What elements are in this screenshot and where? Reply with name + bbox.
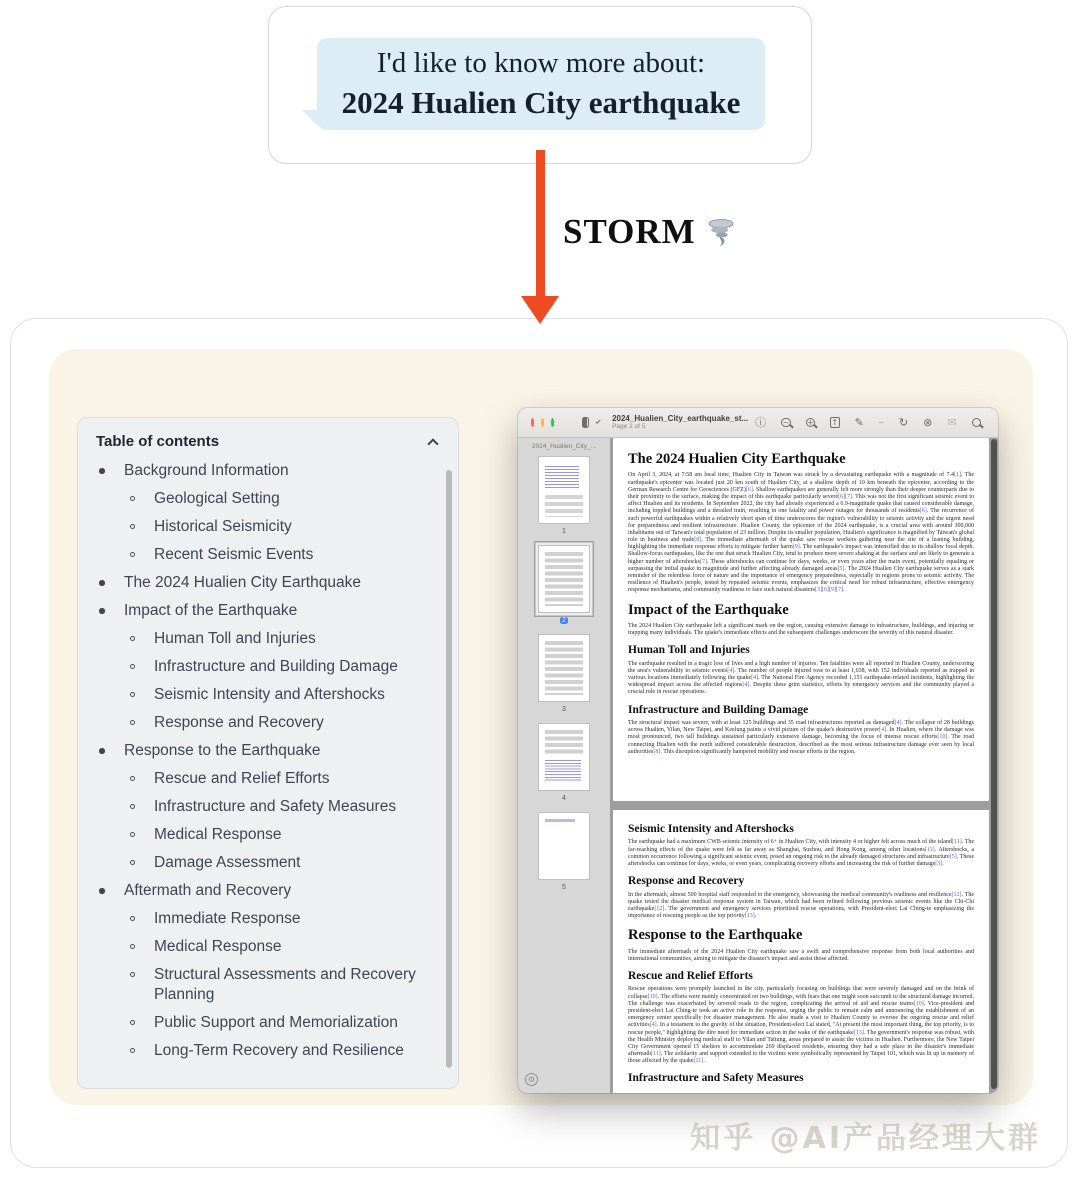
bullet-icon <box>99 468 105 474</box>
thumbnail-page-preview <box>539 813 589 879</box>
pdf-titlebar <box>518 408 998 438</box>
rotate-icon[interactable]: ↻ <box>898 416 909 429</box>
toc-item-label: Geological Setting <box>154 490 280 507</box>
sidebar-toggle-icon[interactable] <box>582 417 588 428</box>
doc-block: The earthquake resulted in a tragic loss of lives and a high number of injuries. Ten fatalities were all reported in Hualien County, underscoring the area's vulnerability to seismic events[4]. The number of people injured rose to at least 1,038, with 152 individuals reported as trapped in various locations immediately following the quake[4]. The National Fire Agency recorded 1,151 earthquake-related incidents, highlighting the widespread impact across the affected regions[4]. Despite these grim statistics, efforts by emergency services and the community played a crucial role in rescue operations. <box>628 660 975 696</box>
toc-item-label: Recent Seismic Events <box>154 546 314 563</box>
table-of-contents-panel <box>77 417 459 1089</box>
thumbnail-page-preview <box>539 457 589 523</box>
toc-item-label: Historical Seismicity <box>154 518 292 535</box>
bullet-icon <box>99 748 105 754</box>
toc-item-label: Impact of the Earthquake <box>124 602 298 619</box>
thumbnail-page-number: 1 <box>562 528 566 535</box>
pdf-page-2 <box>613 438 989 801</box>
bullet-icon <box>130 860 135 865</box>
pdf-toolbar-icons <box>755 417 985 429</box>
toc-item-label: Seismic Intensity and Aftershocks <box>154 686 385 703</box>
thumbnail-page-number: 5 <box>562 884 566 891</box>
doc-block: Response and Recovery <box>628 875 745 888</box>
toc-item-label: Aftermath and Recovery <box>124 882 292 899</box>
toc-header <box>78 418 458 455</box>
thumbnail-sidebar <box>518 438 610 1093</box>
bullet-icon <box>130 944 135 949</box>
toc-item[interactable] <box>78 573 440 593</box>
toc-item-label: Response to the Earthquake <box>124 742 321 759</box>
toc-item-label: Damage Assessment <box>154 854 301 871</box>
thumbnail-page-preview <box>539 724 589 790</box>
pdf-body <box>518 438 998 1093</box>
toc-scrollbar[interactable] <box>446 470 452 1068</box>
toc-item[interactable] <box>78 853 440 873</box>
zoom-in-icon[interactable]: + <box>807 417 814 427</box>
gear-icon[interactable] <box>525 1073 538 1086</box>
toc-item[interactable] <box>78 741 440 761</box>
toc-item[interactable] <box>78 545 440 565</box>
info-icon[interactable]: ⓘ <box>755 416 767 429</box>
bullet-icon <box>130 776 135 781</box>
toc-item-label: Infrastructure and Building Damage <box>154 658 398 675</box>
doc-block: The immediate aftermath of the 2024 Hualien City earthquake saw a swift and comprehensive response from both local authorities and international communities, aiming to mitigate the disaster's impact and assist those affected. <box>628 948 974 962</box>
zoom-out-icon[interactable]: − <box>782 417 790 427</box>
tornado-icon <box>705 217 737 249</box>
minimize-window-button[interactable] <box>541 418 544 427</box>
thumbnail-page-number: 2 <box>560 617 569 624</box>
collapse-button[interactable] <box>424 435 442 449</box>
toc-item-label: The 2024 Hualien City Earthquake <box>124 574 361 591</box>
doc-block: Response to the Earthquake <box>628 927 803 944</box>
sidebar-filename: 2024_Hualien_City_... <box>532 443 596 450</box>
search-icon[interactable] <box>972 418 982 428</box>
toc-item-label: Public Support and Memorialization <box>154 1014 398 1031</box>
bullet-icon <box>130 524 135 529</box>
toc-item-label: Infrastructure and Safety Measures <box>154 798 397 815</box>
doc-block: On April 3, 2024, at 7:58 am local time, Hualien City in Taiwan was struck by a devastating earthquake with a magnitude of 7.4[1]. The earthquake's epicenter was located just 20 km south of Hualien City, at a shallow depth of 10 km beneath the epicenter, according to the German Research Centre for Geosciences (GFZ)[6]. Shallow earthquakes are generally felt more strongly than their deeper counterparts due to their proximity to the surface, making the impact of this earthquake particularly severe[6][7]. This was not the first significant seismic event to affect Hualien and its residents. In September 2022, the city had already experienced a 6.9-magnitude quake that caused considerable damage, including toppled buildings and a derailed train, resulting in one fatality and power outages for thousands of residents[6]. The recurrence of such powerful earthquakes within a relatively short span of time underscores the region's vulnerability to seismic activity and the urgent need for preparedness and resilient infrastructure. Hualien County, the epicenter of the 2024 earthquake, is a crucial area with around 300,000 inhabitants out of Taiwan's total population of 23 million. Despite its smaller population, Hualien's significance is magnified by Taiwan's global role in business and trade[8]. The immediate aftermath of the quake saw rescue workers gathering near the site of a leaning building, highlighting the immediate response efforts to mitigate further harm[9]. The earthquake's impact was intensified due to its shallow focal depth. Shallow-focus earthquakes, like the one that struck Hualien City, tend to produce more severe shaking at the surface and are likely to generate a higher number of aftershocks[7]. These aftershocks can continue for days, weeks, or even years after the main event, potentially equaling or surpassing the initial quake in magnitude and further affecting already damaged areas[5]. The 2024 Hualien City earthquake serves as a stark reminder of the relentless force of nature and the importance of emergency preparedness, especially in regions prone to seismic activity. The resilience of Hualien's people, tested by repeated seismic events, emphasizes the critical need for robust infrastructure, effective emergency response mechanisms, and community readiness to face such natural disasters[3][6][9][7]. <box>628 472 975 594</box>
thumbnail-page-preview <box>539 635 589 701</box>
toc-item-label: Human Toll and Injuries <box>154 630 316 647</box>
toc-item-label: Structural Assessments and Recovery Planning <box>154 966 416 1003</box>
pdf-thumbnail[interactable] <box>539 813 589 891</box>
doc-block: The structural impact was severe, with at least 125 buildings and 35 road infrastructures reported as damaged[4]. The collapse of 28 buildings across Hualien, Yilan, New Taipei, and Keelung paints a vivid picture of the quake's destructive power[4]. In Hualien, where the damage was most pronounced, two tall buildings sustained particularly extensive damage, becoming the focus of intense rescue efforts[10]. The road connecting Hualien with the north suffered considerable destruction, described as the most serious infrastructure damage ever seen by local authorities[8]. This disruption significantly hampered mobility and rescue efforts in the region. <box>628 720 974 755</box>
pdf-filename: 2024_Hualien_City_earthquake_st... <box>612 414 749 424</box>
toc-item-label: Rescue and Relief Efforts <box>154 770 330 787</box>
bullet-icon <box>130 720 135 725</box>
toc-item[interactable] <box>78 909 440 929</box>
bullet-icon <box>130 832 135 837</box>
bullet-icon <box>130 664 135 669</box>
toc-item[interactable] <box>78 1041 440 1061</box>
page-indicator: Page 2 of 5 <box>612 423 646 431</box>
toc-item[interactable] <box>78 685 440 705</box>
toc-title: Table of contents <box>96 433 220 450</box>
query-bubble <box>317 38 765 130</box>
separator-dash[interactable]: – <box>878 416 884 428</box>
down-arrow-shaft <box>536 150 545 298</box>
query-prefix: I'd like to know more about: <box>376 47 706 80</box>
doc-block: Rescue and Relief Efforts <box>628 970 753 983</box>
result-card <box>10 318 1068 1168</box>
thumbnail-page-number: 4 <box>562 795 566 802</box>
thumbnail-page-preview <box>539 546 589 612</box>
doc-block: Human Toll and Injuries <box>628 644 750 657</box>
toc-item-label: Background Information <box>124 462 289 479</box>
query-topic: 2024 Hualien City earthquake <box>341 84 741 120</box>
doc-block: Infrastructure and Safety Measures <box>628 1072 804 1085</box>
thumbnail-page-number: 3 <box>562 706 566 713</box>
toc-item[interactable] <box>78 769 440 789</box>
toc-item[interactable] <box>78 601 440 621</box>
toc-list <box>78 461 458 1077</box>
toc-item[interactable] <box>78 881 440 901</box>
toc-item[interactable] <box>78 461 440 481</box>
thumbnail-list <box>539 457 589 902</box>
toc-item-label: Immediate Response <box>154 910 301 927</box>
bullet-icon <box>130 636 135 641</box>
pdf-page-3 <box>613 810 989 1093</box>
pdf-thumbnail[interactable] <box>539 457 589 535</box>
toc-item-label: Medical Response <box>154 938 282 955</box>
pdf-thumbnail[interactable] <box>539 546 589 624</box>
bullet-icon <box>130 1048 135 1053</box>
storm-label <box>563 212 737 252</box>
chevron-down-icon[interactable] <box>595 418 600 423</box>
doc-block: Seismic Intensity and Aftershocks <box>628 823 794 835</box>
pdf-title-block <box>612 414 748 431</box>
toc-item[interactable] <box>78 657 440 677</box>
pdf-content-area <box>610 438 998 1093</box>
close-window-button[interactable] <box>531 418 534 427</box>
bullet-icon <box>130 916 135 921</box>
mail-icon[interactable]: ✉ <box>947 416 957 429</box>
bullet-icon <box>130 692 135 697</box>
bullet-icon <box>130 804 135 809</box>
cancel-circle-icon[interactable]: ⊗ <box>923 416 933 429</box>
markup-icon[interactable]: ✎ <box>854 416 864 429</box>
toc-item[interactable] <box>78 489 440 509</box>
pdf-scrollbar[interactable] <box>991 439 997 1089</box>
doc-block: Impact of the Earthquake <box>628 601 789 618</box>
cream-panel <box>49 349 1033 1105</box>
bullet-icon <box>130 552 135 557</box>
doc-block: In the aftermath, almost 500 hospital staff responded to the emergency, showcasing the medical community's readiness and resilience[12]. The quake tested the disaster medical response system in Taiwan, which had been refined following previous seismic events like the Chi-Chi earthquake[12]. The government and emergency services prioritized rescue operations, with President-elect Lai Ching-te emphasizing the importance of rescuing people as the top priority[13]. <box>628 891 974 920</box>
pdf-preview-window <box>518 408 998 1093</box>
bullet-icon <box>130 1020 135 1025</box>
bullet-icon <box>99 888 105 894</box>
toc-item-label: Medical Response <box>154 826 282 843</box>
maximize-window-button[interactable] <box>551 418 554 427</box>
bullet-icon <box>130 496 135 501</box>
watermark-text: 知乎 @AI产品经理大群 <box>690 1121 1041 1156</box>
doc-block: The 2024 Hualien City Earthquake <box>628 451 846 467</box>
storm-text: STORM <box>563 212 696 251</box>
doc-block: Rescue operations were promptly launched in the city, particularly focusing on buildings that were severely damaged and on the brink of collapse[10]. The efforts were mainly concentrated on two buildings, with fears that one might soon succumb to the structural damage incurred. The challenge was exacerbated by severed roads to the region, complicating the arrival of aid and rescue teams[10]. Vice-president and president-elect Lai Ching-te took an active role in the response, urging the public to remain calm and announcing the establishment of an emergency center specifically for disaster management. He also made a visit to Hualien County to oversee the ongoing rescue and relief activities[4]. In a testament to the gravity of the situation, President-elect Lai stated, "At present the most important thing, the top priority, is to rescue people," highlighting the dire need for immediate action in the wake of the earthquake[13]. The government's response was robust, with the Health Ministry deploying medical staff to Yilan and Taitung, areas prepared to assist the victims in Hualien. Furthermore, the New Taipei City Government opened 15 shelters to accommodate 269 displaced residents, ensuring they had a safe place in the disaster's immediate aftermath[11]. The solidarity and support extended to the victims were symbolically represented by Taipei 101, which was lit up in memory of those affected by the quake[11]. <box>628 986 974 1065</box>
bullet-icon <box>130 972 135 977</box>
chevron-up-icon <box>427 438 438 449</box>
toc-item[interactable] <box>78 1013 440 1033</box>
query-card <box>268 6 812 164</box>
toc-item[interactable] <box>78 965 440 1005</box>
toc-item-label: Response and Recovery <box>154 714 324 731</box>
share-icon[interactable]: ↑ <box>831 417 839 427</box>
toc-item[interactable] <box>78 517 440 537</box>
doc-block: The earthquake had a maximum CWB seismic intensity of 6+ in Hualien City, with intensity 4 or higher felt across much of the island[11]. The far-reaching effects of the quake were felt as far away as Shanghai, Suzhou, and Hong Kong, among other locations[11]. Aftershocks, a common occurrence following a significant seismic event, posed an ongoing risk to the already damaged structures and infrastructure[5]. These aftershocks can continue for days, weeks, or even years, complicating recovery efforts and increasing the risk of further damage[3]. <box>628 839 975 867</box>
down-arrow-head <box>521 296 559 324</box>
toc-item[interactable] <box>78 797 440 817</box>
toc-item[interactable] <box>78 825 440 845</box>
doc-block: The 2024 Hualien City earthquake left a significant mark on the region, causing extensive damage to infrastructure, buildings, and injuring or trapping many individuals. The quake's immediate effects and the subsequent challenges underscore the severity of this natural disaster. <box>628 622 974 637</box>
doc-block: Infrastructure and Building Damage <box>628 703 809 716</box>
pdf-thumbnail[interactable] <box>539 635 589 713</box>
toc-item[interactable] <box>78 713 440 733</box>
toc-item[interactable] <box>78 937 440 957</box>
bullet-icon <box>99 608 105 614</box>
toc-item[interactable] <box>78 629 440 649</box>
pdf-thumbnail[interactable] <box>539 724 589 802</box>
bullet-icon <box>99 580 105 586</box>
toc-item-label: Long-Term Recovery and Resilience <box>154 1042 404 1059</box>
